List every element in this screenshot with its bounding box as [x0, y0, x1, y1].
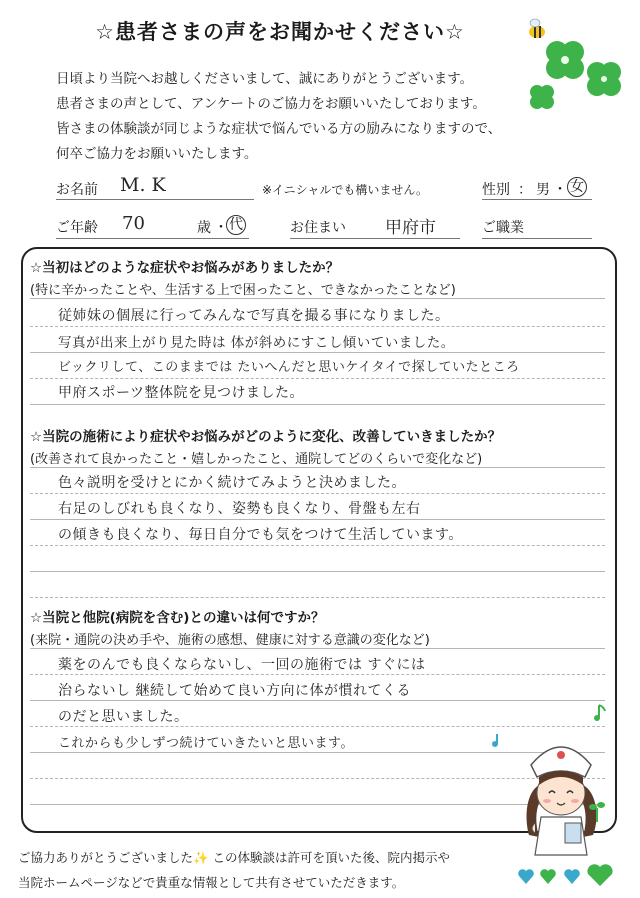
answer-line: ビックリして、このままでは たいへんだと思いケイタイで探していたところ — [58, 360, 520, 375]
answer-line: 甲府スポーツ整体院を見つけました。 — [58, 385, 304, 401]
footer-line: ご協力ありがとうございました✨ この体験談は許可を頂いた後、院内掲示や — [18, 850, 451, 865]
rule — [30, 378, 605, 379]
age-value: 70 — [122, 213, 145, 234]
section-2-title: ☆当院の施術により症状やお悩みがどのように変化、改善していきましたか？ — [30, 429, 502, 445]
rule — [30, 597, 605, 598]
page-title: ☆患者さまの声をお聞かせください☆ — [95, 20, 465, 44]
rule — [30, 700, 605, 701]
rule — [30, 493, 605, 494]
footer-line: 当院ホームページなどで貴重な情報として共有させていただきます。 — [18, 875, 405, 890]
intro-line: 皆さまの体験談が同じような症状で悩んでいる方の励みになりますので、 — [56, 121, 502, 137]
age-dai: 代 — [226, 215, 246, 235]
gender-female-circled — [567, 177, 587, 197]
bee-icon — [529, 19, 545, 38]
gender-female: 女 — [567, 177, 587, 197]
rule — [30, 467, 605, 468]
age-unit: 歳 — [197, 220, 211, 236]
section-1-title: ☆当初はどのような症状やお悩みがありましたか？ — [30, 260, 340, 276]
gender-label: 性別 — [482, 182, 510, 198]
answer-line: 従姉妹の個展に行ってみんなで写真を撮る事になりました。 — [58, 308, 450, 324]
sprout-icon — [588, 798, 606, 824]
answer-line: これからも少しずつ続けていきたいと思います。 — [58, 736, 354, 751]
nurse-illustration — [505, 725, 617, 865]
section-2-subtitle: (改善されて良かったこと・嬉しかったこと、通院してどのくらいで変化など) — [30, 452, 483, 467]
answer-line: 治らないし 継続して始めて良い方向に体が慣れてくる — [58, 683, 411, 699]
rule — [30, 571, 605, 572]
answer-line: の傾きも良くなり、毎日自分でも気をつけて生活しています。 — [58, 527, 463, 543]
gender-dot: ・ — [553, 182, 567, 198]
intro-text — [56, 67, 586, 167]
rule — [30, 326, 605, 327]
job-label: ご職業 — [482, 220, 524, 236]
rule — [30, 648, 605, 649]
initial-note: ※イニシャルでも構いません。 — [262, 183, 429, 197]
gender-separator: ： — [518, 182, 532, 198]
answer-line: 色々説明を受けとにかく続けてみようと決めました。 — [58, 475, 406, 491]
intro-line: 患者さまの声として、アンケートのご協力をお願いいたしております。 — [56, 96, 486, 112]
rule — [30, 352, 605, 353]
rule — [30, 404, 605, 405]
section-1-subtitle: (特に辛かったことや、生活する上で困ったこと、できなかったことなど) — [30, 283, 456, 298]
music-note-icon — [593, 703, 607, 723]
name-underline — [56, 199, 254, 200]
rule — [30, 519, 605, 520]
age-dot: ・ — [214, 220, 228, 236]
age-label: ご年齢 — [56, 220, 98, 236]
answer-line: 薬をのんでも良くならないし、一回の施術では すぐには — [58, 657, 426, 673]
age-dai-circled — [226, 215, 246, 235]
section-3-title: ☆当院と他院(病院を含む)との違いは何ですか？ — [30, 610, 325, 626]
intro-line: 何卒ご協力をお願いいたします。 — [56, 146, 258, 162]
gender-underline — [482, 199, 592, 200]
rule — [30, 298, 605, 299]
address-value: 甲府市 — [385, 218, 436, 238]
section-3-subtitle: (来院・通院の決め手や、施術の感想、健康に対する意識の変化など) — [30, 633, 430, 648]
hearts-icon — [516, 864, 616, 888]
answer-line: 右足のしびれも良くなり、姿勢も良くなり、骨盤も左右 — [58, 501, 421, 517]
address-underline — [290, 238, 460, 239]
answer-line: 写真が出来上がり見た時は 体が斜めにすこし傾いていました。 — [58, 335, 455, 351]
rule — [30, 545, 605, 546]
job-underline — [482, 238, 592, 239]
answer-line: のだと思いました。 — [58, 709, 189, 725]
intro-line: 日頃より当院へお越しくださいまして、誠にありがとうございます。 — [56, 71, 474, 87]
gender-male: 男 — [536, 182, 550, 198]
music-note-icon — [491, 732, 503, 748]
name-value: M. K — [120, 174, 166, 196]
rule — [30, 674, 605, 675]
age-underline — [56, 238, 249, 239]
name-label: お名前 — [56, 182, 98, 198]
address-label: お住まい — [290, 220, 346, 236]
footer-text — [18, 845, 450, 895]
